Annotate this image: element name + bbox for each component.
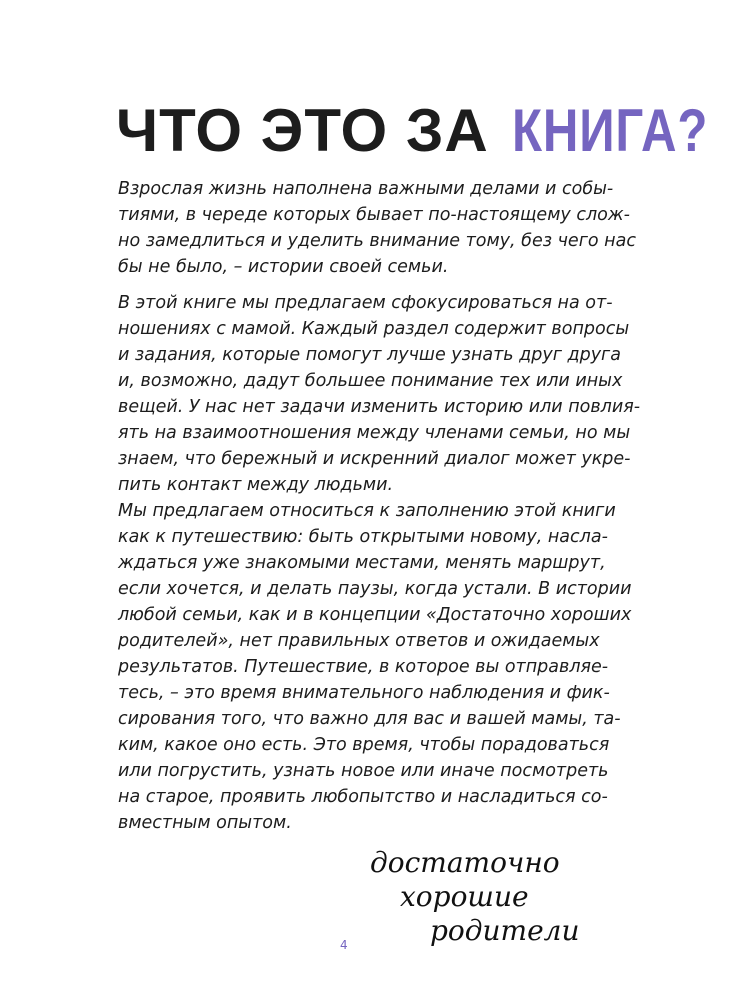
logo-line: хорошие xyxy=(400,880,529,913)
title-main: ЧТО ЭТО ЗА xyxy=(116,97,489,164)
page-number: 4 xyxy=(340,938,348,952)
text-line: и, возможно, дадут большее понимание тех или иных xyxy=(118,371,623,391)
text-line: тесь, – это время внимательного наблюдения и фик- xyxy=(118,683,610,703)
text-line: ять на взаимоотношения между членами семьи, но мы xyxy=(118,423,631,443)
text-line: ким, какое оно есть. Это время, чтобы порадоваться xyxy=(118,735,610,755)
logo-line: достаточно xyxy=(370,846,560,879)
text-line: тиями, в череде которых бывает по-настоящему слож- xyxy=(118,205,630,225)
page-title xyxy=(116,96,752,166)
paragraph-focus xyxy=(118,290,641,498)
text-line: Мы предлагаем относиться к заполнению этой книги xyxy=(118,501,616,521)
text-line: бы не было, – истории своей семьи. xyxy=(118,257,449,277)
paragraph-intro xyxy=(118,176,636,280)
handwritten-logo xyxy=(370,846,600,948)
text-line: как к путешествию: быть открытыми новому, насла- xyxy=(118,527,608,547)
text-line: любой семьи, как и в концепции «Достаточно хороших xyxy=(118,605,632,625)
logo-line: родители xyxy=(430,914,580,947)
paragraph-journey xyxy=(118,498,632,836)
text-line: но замедлиться и уделить внимание тому, без чего нас xyxy=(118,231,636,251)
text-line: ждаться уже знакомыми местами, менять маршрут, xyxy=(118,553,606,573)
text-line: вещей. У нас нет задачи изменить историю или повлия- xyxy=(118,397,641,417)
text-line: если хочется, и делать паузы, когда устали. В истории xyxy=(118,579,632,599)
text-line: Взрослая жизнь наполнена важными делами и собы- xyxy=(118,179,614,199)
text-line: знаем, что бережный и искренний диалог может укре- xyxy=(118,449,631,469)
text-line: сирования того, что важно для вас и вашей мамы, та- xyxy=(118,709,621,729)
text-line: В этой книге мы предлагаем сфокусироваться на от- xyxy=(118,293,613,313)
text-line: пить контакт между людьми. xyxy=(118,475,394,495)
text-line: и задания, которые помогут лучше узнать друг друга xyxy=(118,345,621,365)
text-line: результатов. Путешествие, в которое вы отправляе- xyxy=(118,657,609,677)
text-line: родителей», нет правильных ответов и ожидаемых xyxy=(118,631,600,651)
text-line: ношениях с мамой. Каждый раздел содержит вопросы xyxy=(118,319,630,339)
title-accent: КНИГА? xyxy=(512,97,709,164)
text-line: или погрустить, узнать новое или иначе посмотреть xyxy=(118,761,609,781)
text-line: на старое, проявить любопытство и насладиться со- xyxy=(118,787,608,807)
text-line: вместным опытом. xyxy=(118,813,292,833)
